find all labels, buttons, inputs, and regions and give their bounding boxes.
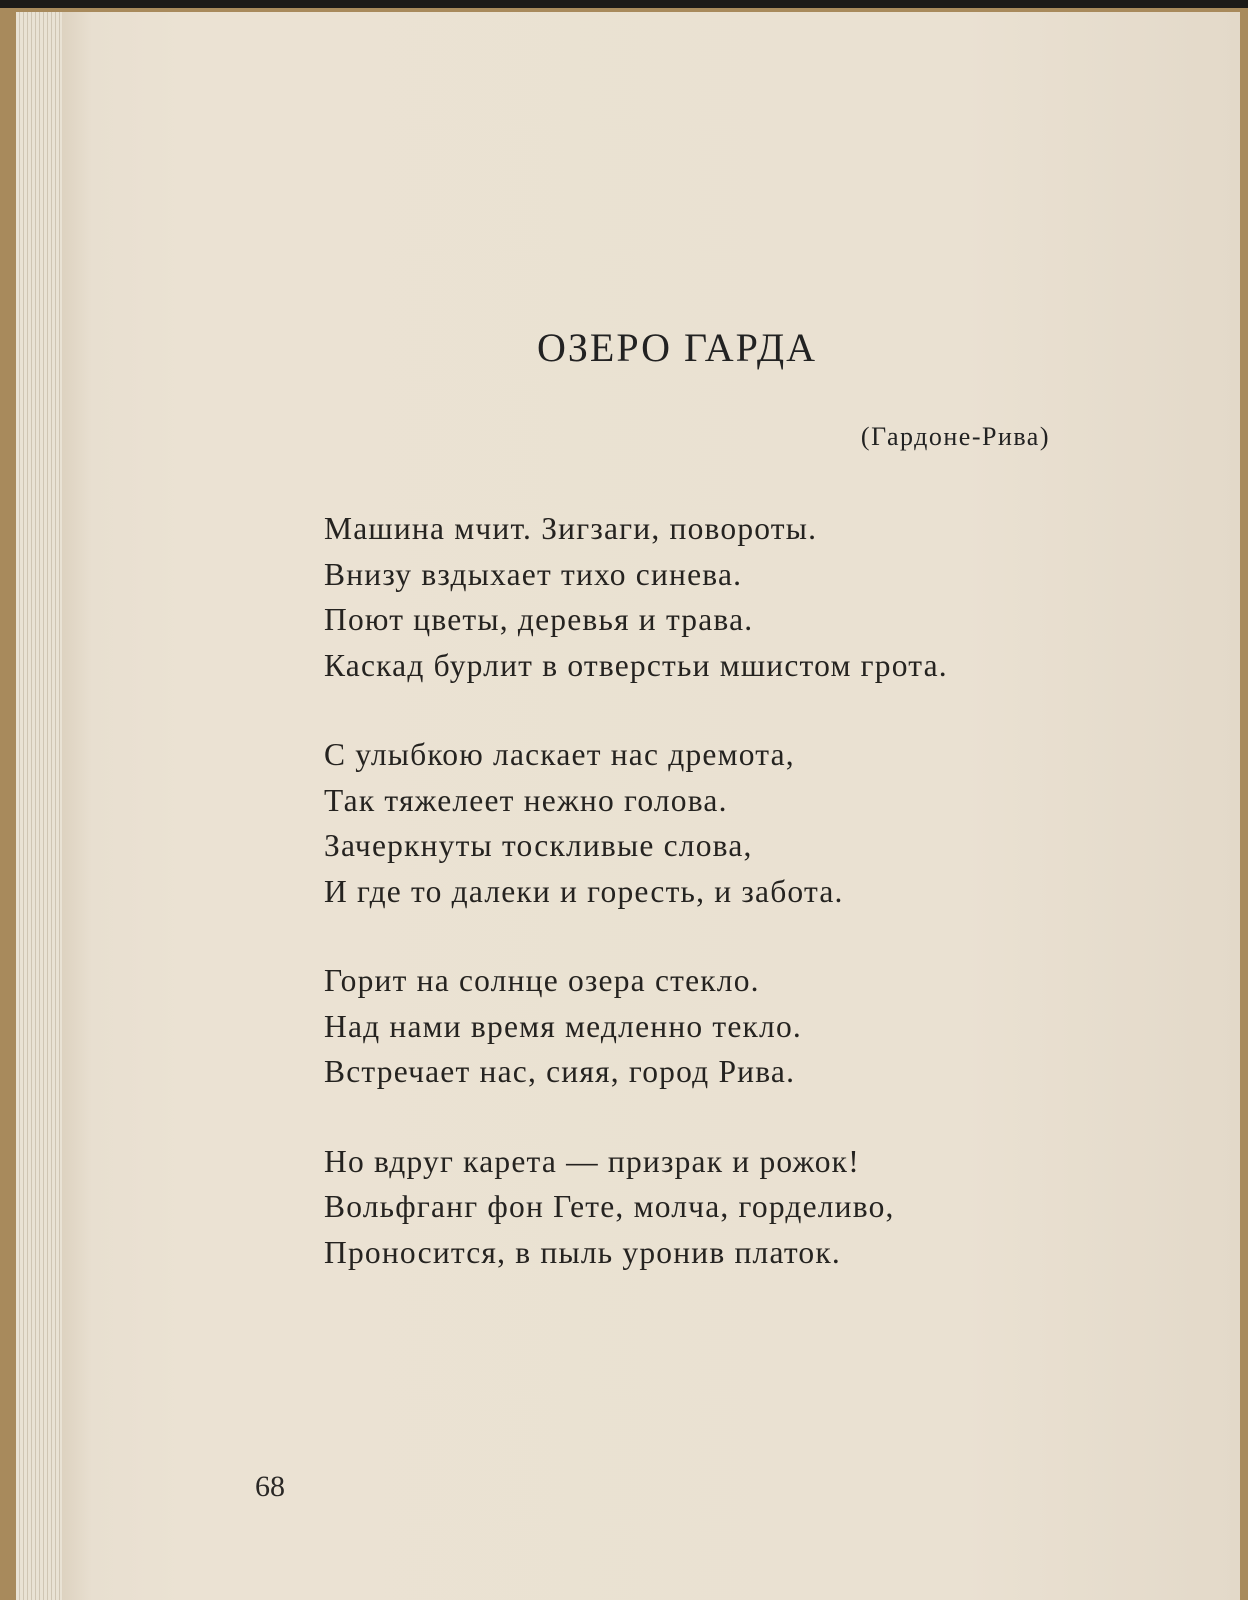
poem-line: Встречает нас, сияя, город Рива. bbox=[324, 1054, 796, 1089]
poem-line: Зачеркнуты тоскливые слова, bbox=[324, 828, 753, 863]
page-number: 68 bbox=[255, 1470, 285, 1503]
book-page bbox=[62, 12, 1240, 1600]
poem-line: Внизу вздыхает тихо синева. bbox=[324, 556, 743, 592]
poem-line: Поют цветы, деревья и трава. bbox=[324, 602, 754, 637]
poem-line: Проносится, в пыль уронив платок. bbox=[324, 1234, 841, 1270]
poem-line: Над нами время медленно текло. bbox=[324, 1008, 802, 1044]
poem-title: ОЗЕРО ГАРДА bbox=[536, 325, 818, 370]
poem-subtitle: (Гардоне-Рива) bbox=[860, 422, 1050, 451]
stanza-3 bbox=[324, 958, 1084, 1095]
poem-line: И где то далеки и горесть, и забота. bbox=[324, 873, 844, 909]
poem-line: Каскад бурлит в отверстьи мшистом грота. bbox=[324, 647, 948, 683]
stanza-2 bbox=[324, 732, 1084, 914]
poem-body bbox=[324, 506, 1084, 1319]
poem-line: Вольфганг фон Гете, молча, горделиво, bbox=[324, 1189, 895, 1224]
stanza-1 bbox=[324, 506, 1084, 688]
poem-line: Но вдруг карета — призрак и рожок! bbox=[324, 1143, 860, 1179]
stanza-4 bbox=[324, 1139, 1084, 1276]
poem-line: Машина мчит. Зигзаги, повороты. bbox=[324, 511, 818, 546]
poem-line: С улыбкою ласкает нас дремота, bbox=[324, 737, 795, 772]
poem-line: Горит на солнце озера стекло. bbox=[324, 963, 760, 998]
poem-line: Так тяжелеет нежно голова. bbox=[324, 782, 728, 818]
